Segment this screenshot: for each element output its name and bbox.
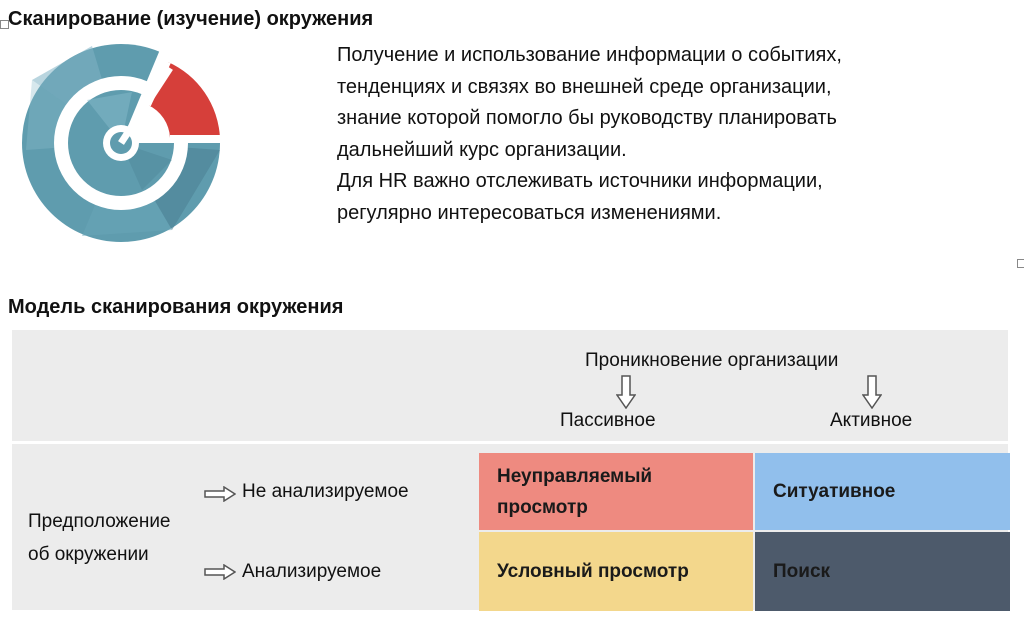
radar-scan-icon	[22, 40, 228, 246]
cell-search	[755, 532, 1010, 611]
description-line: тенденциях и связях во внешней среде организации,	[337, 75, 832, 98]
column-header-active: Активное	[830, 410, 913, 431]
column-header-passive: Пассивное	[560, 410, 656, 431]
arrow-down-icon	[616, 375, 636, 409]
arrow-right-icon	[204, 486, 236, 502]
arrow-down-icon	[862, 375, 882, 409]
row-header-analyzed: Анализируемое	[242, 561, 382, 582]
description-line: Для HR важно отслеживать источники информации,	[337, 170, 823, 192]
description	[337, 40, 977, 229]
cell-label: Ситуативное	[773, 481, 896, 502]
cell-undirected-viewing	[479, 453, 753, 530]
cell-line: просмотр	[497, 496, 588, 518]
cell-line: Неуправляемый	[497, 465, 653, 487]
row-group-header-line: об окружении	[28, 544, 149, 565]
page-title: Сканирование (изучение) окружения	[8, 8, 374, 30]
model-title: Модель сканирования окружения	[8, 296, 344, 318]
cell-label: Условный просмотр	[497, 561, 689, 582]
arrow-right-icon	[204, 564, 236, 580]
cell-conditional-viewing	[479, 532, 753, 611]
description-line: знание которой помогло бы руководству планировать	[337, 107, 837, 129]
resize-handle-right[interactable]	[1017, 259, 1024, 268]
column-group-header: Проникновение организации	[585, 350, 839, 371]
row-group-header	[28, 505, 171, 571]
description-line: дальнейший курс организации.	[337, 138, 627, 161]
cell-label: Поиск	[773, 561, 831, 582]
row-header-not-analyzed: Не анализируемое	[242, 481, 409, 502]
cell-situational	[755, 453, 1010, 530]
table-divider	[12, 441, 1008, 444]
row-group-header-line: Предположение	[28, 511, 171, 532]
description-line: регулярно интересоваться изменениями.	[337, 201, 722, 224]
description-line: Получение и использование информации о событиях,	[337, 44, 842, 66]
